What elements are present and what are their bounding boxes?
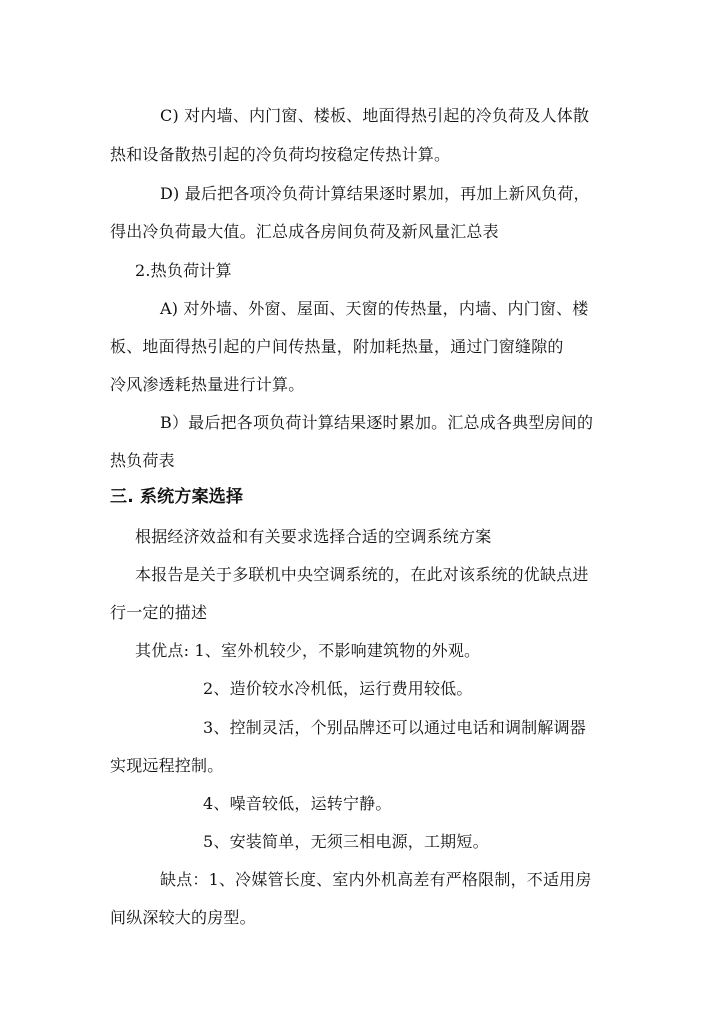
advantages-line-4: 4、噪音较低，运转宁静。 (203, 794, 392, 813)
advantages-line-3a: 3、控制灵活，个别品牌还可以通过电话和调制解调器 (203, 718, 586, 737)
paragraph-b-line-2: 热负荷表 (110, 451, 175, 470)
paragraph-a-line-3: 冷风渗透耗热量进行计算。 (110, 375, 305, 394)
advantages-line-2: 2、造价较水冷机低，运行费用较低。 (203, 679, 473, 698)
advantages-line-1: 其优点: 1、室外机较少，不影响建筑物的外观。 (135, 641, 481, 660)
advantages-line-5: 5、安装简单，无须三相电源，工期短。 (203, 832, 489, 851)
paragraph-c-line-2: 热和设备散热引起的冷负荷均按稳定传热计算。 (110, 145, 451, 164)
disadvantages-line-1: 缺点：1、冷媒管长度、室内外机高差有严格限制，不适用房 (160, 870, 592, 889)
paragraph-c-line-1: C) 对内墙、内门窗、楼板、地面得热引起的冷负荷及人体散 (160, 106, 590, 125)
section-3-intro: 根据经济效益和有关要求选择合适的空调系统方案 (135, 527, 492, 546)
advantages-line-3b: 实现远程控制。 (110, 756, 224, 775)
report-line-2: 行一定的描述 (110, 603, 208, 622)
report-line-1: 本报告是关于多联机中央空调系统的，在此对该系统的优缺点进 (135, 565, 589, 584)
paragraph-a-line-1: A) 对外墙、外窗、屋面、天窗的传热量，内墙、内门窗、楼 (160, 299, 589, 318)
paragraph-b-line-1: B）最后把各项负荷计算结果逐时累加。汇总成各典型房间的 (160, 413, 594, 432)
heat-load-subheading: 2.热负荷计算 (135, 261, 232, 280)
paragraph-d-line-1: D) 最后把各项冷负荷计算结果逐时累加，再加上新风负荷， (160, 184, 590, 203)
paragraph-d-line-2: 得出冷负荷最大值。汇总成各房间负荷及新风量汇总表 (110, 222, 499, 241)
paragraph-a-line-2: 板、地面得热引起的户间传热量，附加耗热量，通过门窗缝隙的 (110, 337, 564, 356)
disadvantages-line-2: 间纵深较大的房型。 (110, 908, 256, 927)
section-3-heading: 三. 系统方案选择 (110, 487, 244, 507)
